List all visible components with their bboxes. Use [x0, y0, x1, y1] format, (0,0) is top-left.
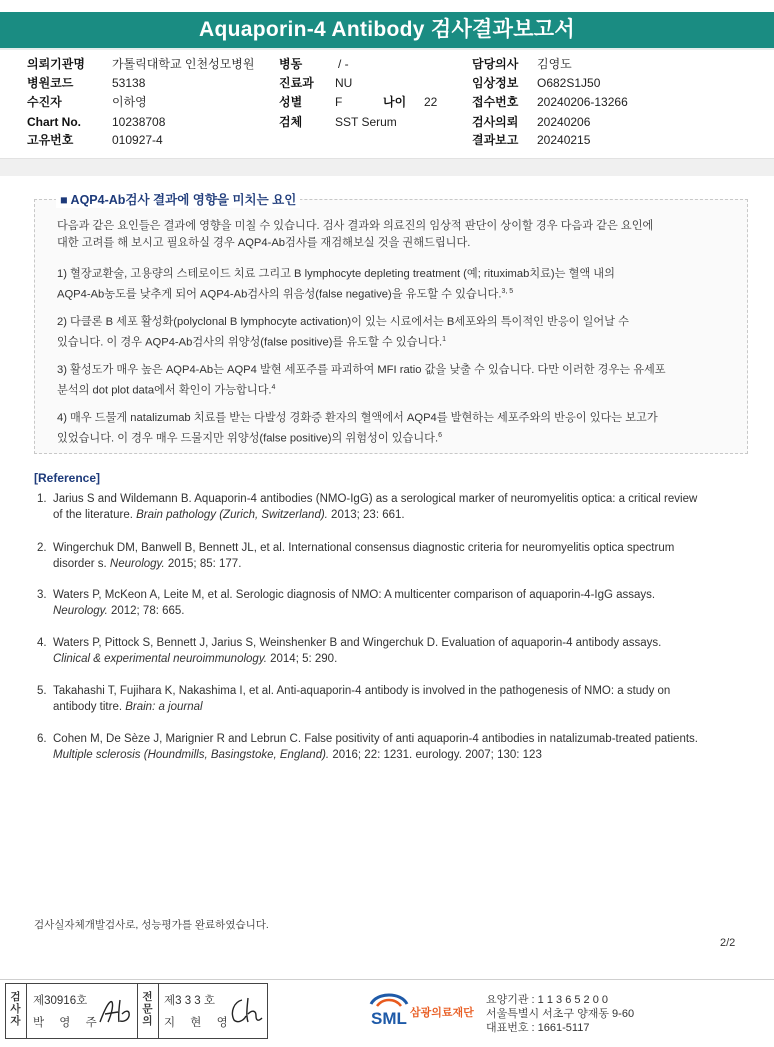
- info-value: 20240215: [537, 133, 591, 147]
- signature-box: [5, 983, 268, 1039]
- reference-item: [37, 540, 757, 572]
- reference-number: 1.: [37, 493, 47, 505]
- text-line: Waters P, McKeon A, Leite M, et al. Serologic diagnosis of NMO: A multicenter comparison of aquaporin-4-IgG assays.: [53, 589, 656, 601]
- info-label: 나이: [383, 95, 407, 109]
- page-number: 2/2: [720, 937, 736, 949]
- footer-divider: [0, 979, 774, 980]
- reference-item: [37, 683, 757, 715]
- factor-item: [57, 314, 742, 352]
- report-title: Aquaporin-4 Antibody 검사결과보고서: [0, 12, 774, 48]
- approver-signature: [226, 994, 266, 1028]
- text-line: 분석의 dot plot data에서 확인이 가능합니다.$^4$: [57, 384, 276, 397]
- text-line: 있었습니다. 이 경우 매우 드물지만 위양성(false positive)의 위험성이 있습니다.$^6$: [57, 432, 442, 445]
- reference-item: [37, 635, 757, 667]
- text-line: Cohen M, De Sèze J, Marignier R and Lebrun C. False positivity of anti aquaporin-4 antibodies in natalizumab-treated patients.: [53, 733, 698, 745]
- text-line: 3) 활성도가 매우 높은 AQP4-Ab는 AQP4 발현 세포주를 파괴하여 MFI ratio 값을 낮출 수 있습니다. 다만 이러한 경우는 유세포: [57, 364, 666, 376]
- approver-name: 지 현 영: [164, 1017, 234, 1029]
- text-line: Clinical & experimental neuroimmunology. 2014; 5: 290.: [53, 653, 338, 665]
- info-value: O682S1J50: [537, 76, 601, 90]
- reference-number: 6.: [37, 733, 47, 745]
- info-value: 이하영: [112, 95, 147, 109]
- info-value: F: [335, 95, 343, 109]
- info-label: 의뢰기관명: [27, 57, 85, 71]
- info-label: 진료과: [279, 76, 314, 90]
- examiner-vertical-label: 검사자: [10, 991, 21, 1027]
- info-label: 담당의사: [472, 57, 519, 71]
- text-line: Multiple sclerosis (Houndmills, Basingstoke, England). 2016; 22: 1231. eurology. 2007; 130: 123: [53, 749, 542, 761]
- text-line: Takahashi T, Fujihara K, Nakashima I, et al. Anti-aquaporin-4 antibody is involved in the pathogenesis of NMO: a study on: [53, 685, 671, 697]
- lab-info-line: 서울특별시 서초구 양재동 9-60: [486, 1008, 635, 1020]
- factors-title: ■ AQP4-Ab검사 결과에 영향을 미치는 요인: [56, 190, 300, 208]
- text-line: 1) 혈장교환술, 고용량의 스테로이드 치료 그리고 B lymphocyte depleting treatment (예; rituximab치료)는 혈액 내의: [57, 268, 615, 280]
- reference-number: 5.: [37, 685, 47, 697]
- info-label: 접수번호: [472, 95, 519, 109]
- info-label: 수진자: [27, 95, 62, 109]
- factors-intro: [57, 218, 742, 252]
- info-value: 10238708: [112, 115, 166, 129]
- citation: 1: [442, 336, 447, 343]
- journal-name: Brain pathology (Zurich, Switzerland).: [136, 509, 328, 521]
- info-label: 결과보고: [472, 133, 519, 147]
- text-line: 다음과 같은 요인들은 결과에 영향을 미칠 수 있습니다. 검사 결과와 의료진의 임상적 판단이 상이할 경우 다음과 같은 요인에: [57, 220, 654, 232]
- text-line: AQP4-Ab농도를 낮추게 되어 AQP4-Ab검사의 위음성(false negative)을 유도할 수 있습니다.$^{3, 5}$: [57, 288, 514, 301]
- sml-logo-icon: [367, 990, 411, 1030]
- journal-name: Neurology.: [53, 605, 108, 617]
- journal-name: Multiple sclerosis (Houndmills, Basingstoke, England).: [53, 749, 330, 761]
- reference-number: 3.: [37, 589, 47, 601]
- factor-item: [57, 410, 742, 448]
- journal-name: Brain: a journal: [125, 701, 203, 713]
- lab-info-line: 요양기관 : 1 1 3 6 5 2 0 0: [486, 994, 609, 1006]
- approver-vertical-label: 전문의: [142, 991, 153, 1027]
- reference-item: [37, 731, 757, 763]
- organization-name: 삼광의료재단: [410, 1007, 474, 1019]
- info-label: 병동: [279, 57, 303, 71]
- info-value: 010927-4: [112, 133, 163, 147]
- text-line: Neurology. 2012; 78: 665.: [53, 605, 185, 617]
- info-label: 병원코드: [27, 76, 74, 90]
- text-line: Wingerchuk DM, Banwell B, Bennett JL, et al. International consensus diagnostic criteria for neuromyelitis optica spectrum: [53, 542, 675, 554]
- text-line: 대한 고려를 해 보시고 필요하실 경우 AQP4-Ab검사를 재검해보실 것을 권해드립니다.: [57, 237, 471, 249]
- info-value: 22: [424, 95, 438, 109]
- factor-item: [57, 266, 742, 304]
- approver-license-no: 제3 3 3 호: [164, 995, 215, 1007]
- citation: 3, 5: [501, 288, 514, 295]
- lab-info-line: 대표번호 : 1661-5117: [486, 1022, 590, 1034]
- factor-item: [57, 362, 742, 400]
- section-divider: [0, 158, 774, 176]
- info-label: 검사의뢰: [472, 115, 519, 129]
- text-line: 2) 다클론 B 세포 활성화(polyclonal B lymphocyte activation)이 있는 시료에서는 B세포와의 특이적인 반응이 일어날 수: [57, 316, 629, 328]
- info-value: 20240206: [537, 115, 591, 129]
- patient-info: [0, 0, 774, 160]
- references-heading: [Reference]: [34, 471, 101, 485]
- info-value: 20240206-13266: [537, 95, 628, 109]
- text-line: 있습니다. 이 경우 AQP4-Ab검사의 위양성(false positive)를 유도할 수 있습니다.$^1$: [57, 336, 447, 349]
- text-line: antibody titre. Brain: a journal: [53, 701, 203, 713]
- info-value: SST Serum: [335, 115, 397, 129]
- info-value: NU: [335, 76, 353, 90]
- info-label: 임상정보: [472, 76, 519, 90]
- text-line: disorder s. Neurology. 2015; 85: 177.: [53, 558, 242, 570]
- info-value: / -: [338, 57, 349, 71]
- info-value: 가톨릭대학교 인천성모병원: [112, 57, 255, 71]
- text-line: of the literature. Brain pathology (Zurich, Switzerland). 2013; 23: 661.: [53, 509, 405, 521]
- info-label: 성별: [279, 95, 303, 109]
- reference-item: [37, 587, 757, 619]
- text-line: 4) 매우 드물게 natalizumab 치료를 받는 다발성 경화증 환자의 혈액에서 AQP4를 발현하는 세포주와의 반응이 있다는 보고가: [57, 412, 658, 424]
- citation: 6: [438, 432, 442, 439]
- validation-note: 검사실자체개발검사로, 성능평가를 완료하였습니다.: [34, 919, 269, 931]
- reference-number: 2.: [37, 542, 47, 554]
- examiner-signature: [96, 996, 136, 1028]
- reference-number: 4.: [37, 637, 47, 649]
- info-value: 53138: [112, 76, 146, 90]
- reference-item: [37, 491, 757, 523]
- examiner-name: 박 영 주: [33, 1017, 103, 1029]
- examiner-license-no: 제30916호: [33, 995, 88, 1007]
- divider: [26, 984, 27, 1038]
- info-value: 김영도: [537, 57, 572, 71]
- info-label: Chart No.: [27, 115, 81, 129]
- journal-name: Neurology.: [109, 558, 165, 570]
- info-label: 고유번호: [27, 133, 74, 147]
- logo-text: SML: [371, 1009, 407, 1028]
- citation: 4: [271, 384, 276, 391]
- info-label: 검체: [279, 115, 303, 129]
- text-line: Waters P, Pittock S, Bennett J, Jarius S, Weinshenker B and Wingerchuk D. Evaluation of aquaporin-4 antibody assays.: [53, 637, 662, 649]
- text-line: Jarius S and Wildemann B. Aquaporin-4 antibodies (NMO-IgG) as a serological marker of neuromyelitis optica: a critical review: [53, 493, 698, 505]
- journal-name: Clinical & experimental neuroimmunology.: [53, 653, 267, 665]
- divider: [158, 984, 159, 1038]
